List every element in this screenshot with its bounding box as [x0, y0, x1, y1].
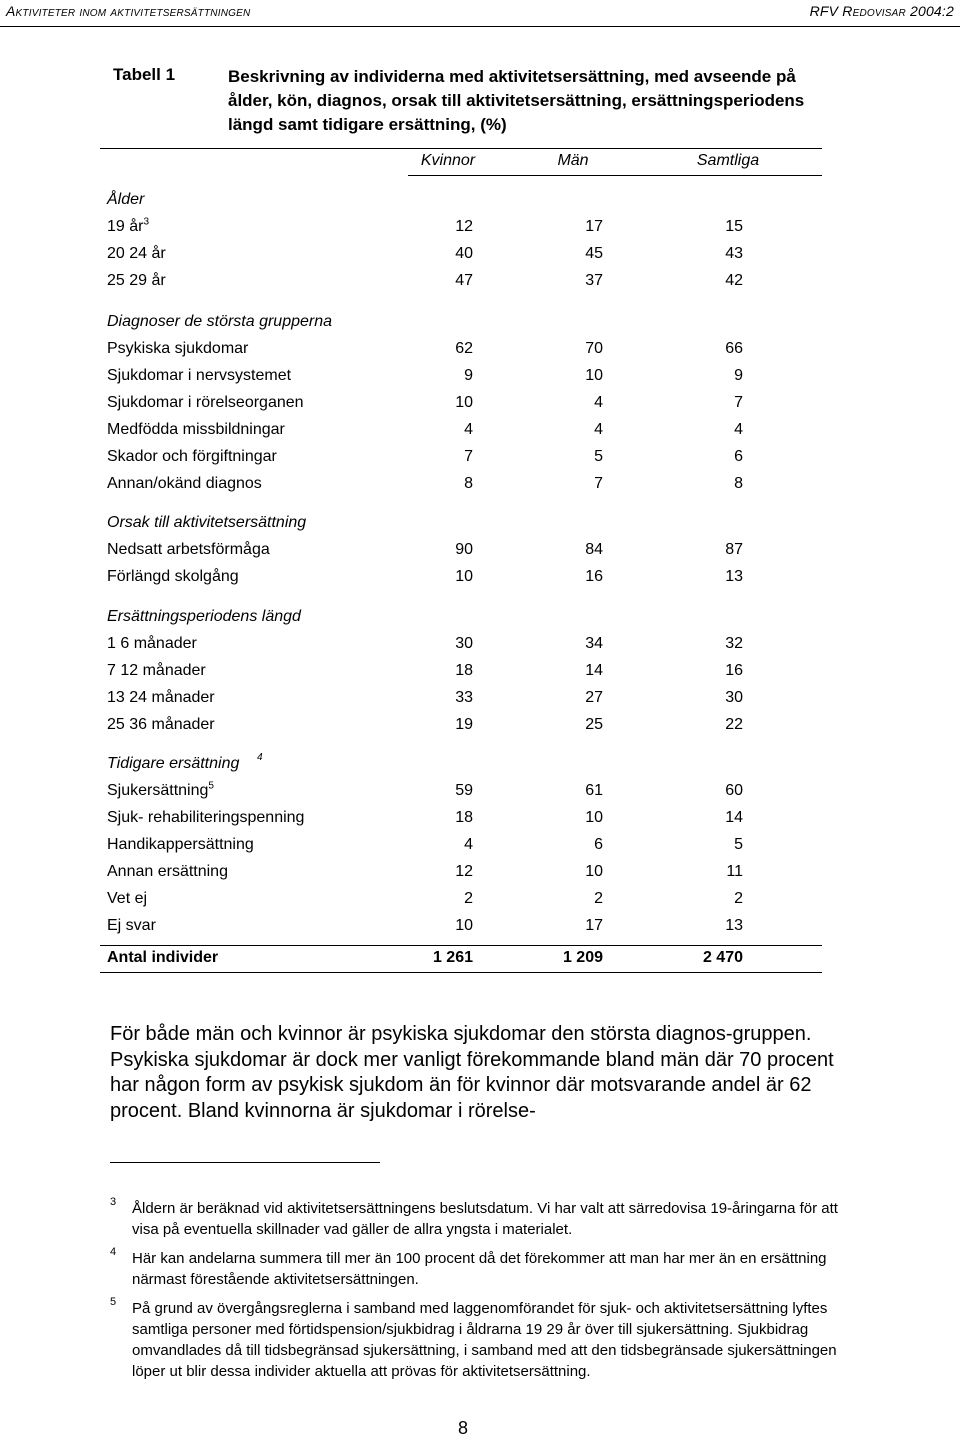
footnote-ref: 3	[143, 216, 150, 228]
row-label-text: 7 12 månader	[107, 662, 206, 679]
row-label-text: Vet ej	[107, 890, 148, 907]
row-label	[107, 474, 262, 494]
table-top-rule	[100, 148, 822, 149]
row-label	[107, 447, 277, 467]
row-label-text: 1 6 månader	[107, 635, 197, 652]
cell-value: 18	[455, 662, 473, 679]
row-label	[107, 661, 206, 681]
section-heading-label: Tidigare ersättning	[107, 755, 240, 772]
cell-value: 13	[725, 568, 743, 585]
cell-value: 47	[455, 272, 473, 289]
cell-value: 84	[585, 541, 603, 558]
row-label-text: 19 år	[107, 218, 144, 235]
cell-value: 14	[585, 662, 603, 679]
cell-value: 6	[594, 836, 603, 853]
cell-value: 42	[725, 272, 743, 289]
cell-value: 19	[455, 716, 473, 733]
cell-value: 61	[585, 782, 603, 799]
header-title: Aktiviteter inom aktivitetsersättningen	[6, 3, 251, 19]
cell-value: 62	[455, 340, 473, 357]
row-label	[107, 808, 304, 828]
column-header-man: Män	[557, 152, 589, 169]
table-bottom-rule	[100, 972, 822, 973]
row-label-text: Medfödda missbildningar	[107, 421, 285, 438]
row-label-text: 20 24 år	[107, 245, 166, 262]
cell-value: 8	[734, 475, 743, 492]
cell-value: 34	[585, 635, 603, 652]
page-number: 8	[457, 1418, 468, 1438]
cell-value: 2	[594, 890, 603, 907]
section-heading-label: Ersättningsperiodens längd	[107, 608, 301, 625]
total-samtliga: 2 470	[702, 949, 743, 966]
cell-value: 2	[464, 890, 473, 907]
row-label-text: Förlängd skolgång	[107, 568, 239, 585]
total-man: 1 209	[562, 949, 603, 966]
cell-value: 4	[594, 421, 603, 438]
row-label	[107, 339, 248, 359]
row-label-text: Nedsatt arbetsförmåga	[107, 541, 270, 558]
cell-value: 43	[725, 245, 743, 262]
row-label-text: Psykiska sjukdomar	[107, 340, 249, 357]
section-heading-label: Diagnoser de största grupperna	[107, 313, 333, 330]
cell-value: 17	[585, 917, 603, 934]
cell-value: 10	[455, 568, 473, 585]
cell-value: 10	[585, 863, 603, 880]
cell-value: 4	[594, 394, 603, 411]
cell-value: 60	[725, 782, 743, 799]
row-label	[107, 420, 285, 440]
cell-value: 7	[734, 394, 743, 411]
row-label-text: Skador och förgiftningar	[107, 448, 277, 465]
cell-value: 30	[455, 635, 473, 652]
total-top-rule	[100, 945, 822, 946]
cell-value: 10	[455, 394, 473, 411]
row-label-text: 25 29 år	[107, 272, 166, 289]
footnote-text: På grund av övergångsreglerna i samband med laggenomförandet för sjuk- och aktivitetsersättning lyftes samtliga personer med förtidspension/sjukbidrag i åldrarna 19 29 år över till sjukersättning. Sjukbidrag omvandlades då till tidsbegränsad sjukersättning, i samband med att den tidsbegränsade sjukersättningen löper ut blir dessa individer aktuella att prövas för aktivitetsersättning.	[132, 1300, 837, 1380]
row-label	[107, 781, 214, 801]
cell-value: 16	[725, 662, 743, 679]
row-label-text: Handikappersättning	[107, 836, 254, 853]
cell-value: 7	[464, 448, 473, 465]
footnote-rule	[110, 1162, 380, 1163]
cell-value: 30	[725, 689, 743, 706]
body-paragraph: För både män och kvinnor är psykiska sjukdomar den största diagnos-gruppen. Psykiska sjukdomar är dock mer vanligt förekommande bland män där 70 procent har någon form av psykisk sjukdom än för kvinnor där motsvarande andel är 62 procent. Bland kvinnorna är sjukdomar i rörelse-	[110, 1023, 834, 1122]
row-label	[107, 567, 239, 587]
row-label-text: Annan ersättning	[107, 863, 228, 880]
cell-value: 59	[455, 782, 473, 799]
row-label-text: 25 36 månader	[107, 716, 215, 733]
cell-value: 87	[725, 541, 743, 558]
row-label	[107, 889, 147, 909]
row-label-text: Annan/okänd diagnos	[107, 475, 262, 492]
cell-value: 8	[464, 475, 473, 492]
cell-value: 37	[585, 272, 603, 289]
footnote-text: Åldern är beräknad vid aktivitetsersättningens beslutsdatum. Vi har valt att särredovisa 19-åringarna för att visa på eventuella skillnader vad gäller de allra yngsta i materialet.	[132, 1200, 838, 1238]
cell-value: 10	[455, 917, 473, 934]
row-label	[107, 634, 197, 654]
cell-value: 27	[585, 689, 603, 706]
cell-value: 10	[585, 367, 603, 384]
row-label	[107, 835, 254, 855]
total-kvinnor: 1 261	[432, 949, 473, 966]
row-label-text: Sjukdomar i nervsystemet	[107, 367, 292, 384]
table-label: Tabell 1	[113, 65, 176, 84]
footnote-ref: 5	[208, 780, 214, 792]
cell-value: 32	[725, 635, 743, 652]
total-label: Antal individer	[107, 949, 219, 966]
row-label	[107, 271, 166, 291]
section-heading-label: Ålder	[107, 191, 145, 208]
row-label	[107, 715, 215, 735]
cell-value: 4	[734, 421, 743, 438]
cell-value: 33	[455, 689, 473, 706]
column-header-kvinnor: Kvinnor	[420, 152, 476, 169]
column-header-rule	[408, 175, 822, 176]
cell-value: 90	[455, 541, 473, 558]
cell-value: 5	[734, 836, 743, 853]
cell-value: 10	[585, 809, 603, 826]
row-label	[107, 688, 215, 708]
cell-value: 45	[585, 245, 603, 262]
cell-value: 9	[734, 367, 743, 384]
row-label	[107, 540, 270, 560]
cell-value: 22	[725, 716, 743, 733]
cell-value: 7	[594, 475, 603, 492]
cell-value: 4	[464, 421, 473, 438]
footnote-number: 3	[110, 1196, 117, 1208]
footnote-number: 4	[110, 1246, 117, 1258]
cell-value: 12	[455, 218, 473, 235]
cell-value: 40	[455, 245, 473, 262]
row-label-text: Sjukersättning	[107, 782, 209, 799]
row-label-text: Sjukdomar i rörelseorganen	[107, 394, 304, 411]
cell-value: 16	[585, 568, 603, 585]
cell-value: 5	[594, 448, 603, 465]
row-label-text: Sjuk- rehabiliteringspenning	[107, 809, 305, 826]
cell-value: 11	[726, 863, 743, 880]
cell-value: 9	[464, 367, 473, 384]
cell-value: 13	[725, 917, 743, 934]
header-series: RFV Redovisar 2004:2	[809, 3, 954, 19]
cell-value: 2	[734, 890, 743, 907]
cell-value: 25	[585, 716, 603, 733]
cell-value: 18	[455, 809, 473, 826]
row-label-text: 13 24 månader	[107, 689, 215, 706]
cell-value: 12	[455, 863, 473, 880]
table-title: Beskrivning av individerna med aktivitetsersättning, med avseende på ålder, kön, diagnos, orsak till aktivitetsersättning, ersättningsperiodens längd samt tidigare ersättning, (%)	[228, 67, 805, 134]
row-label	[107, 217, 149, 237]
cell-value: 17	[585, 218, 603, 235]
row-label	[107, 393, 304, 413]
row-label	[107, 366, 291, 386]
footnote-number: 5	[110, 1296, 117, 1308]
cell-value: 15	[725, 218, 743, 235]
running-header	[0, 0, 960, 27]
row-label	[107, 244, 166, 264]
cell-value: 4	[464, 836, 473, 853]
column-header-samtliga: Samtliga	[696, 152, 760, 169]
row-label	[107, 916, 156, 936]
cell-value: 14	[725, 809, 743, 826]
cell-value: 70	[585, 340, 603, 357]
section-heading-label: Orsak till aktivitetsersättning	[107, 514, 307, 531]
footnote-text: Här kan andelarna summera till mer än 100 procent då det förekommer att man har mer än en ersättning närmast förestående aktivitetsersättningen.	[132, 1250, 827, 1288]
cell-value: 6	[734, 448, 743, 465]
row-label-text: Ej svar	[107, 917, 156, 934]
row-label	[107, 862, 228, 882]
cell-value: 66	[725, 340, 743, 357]
